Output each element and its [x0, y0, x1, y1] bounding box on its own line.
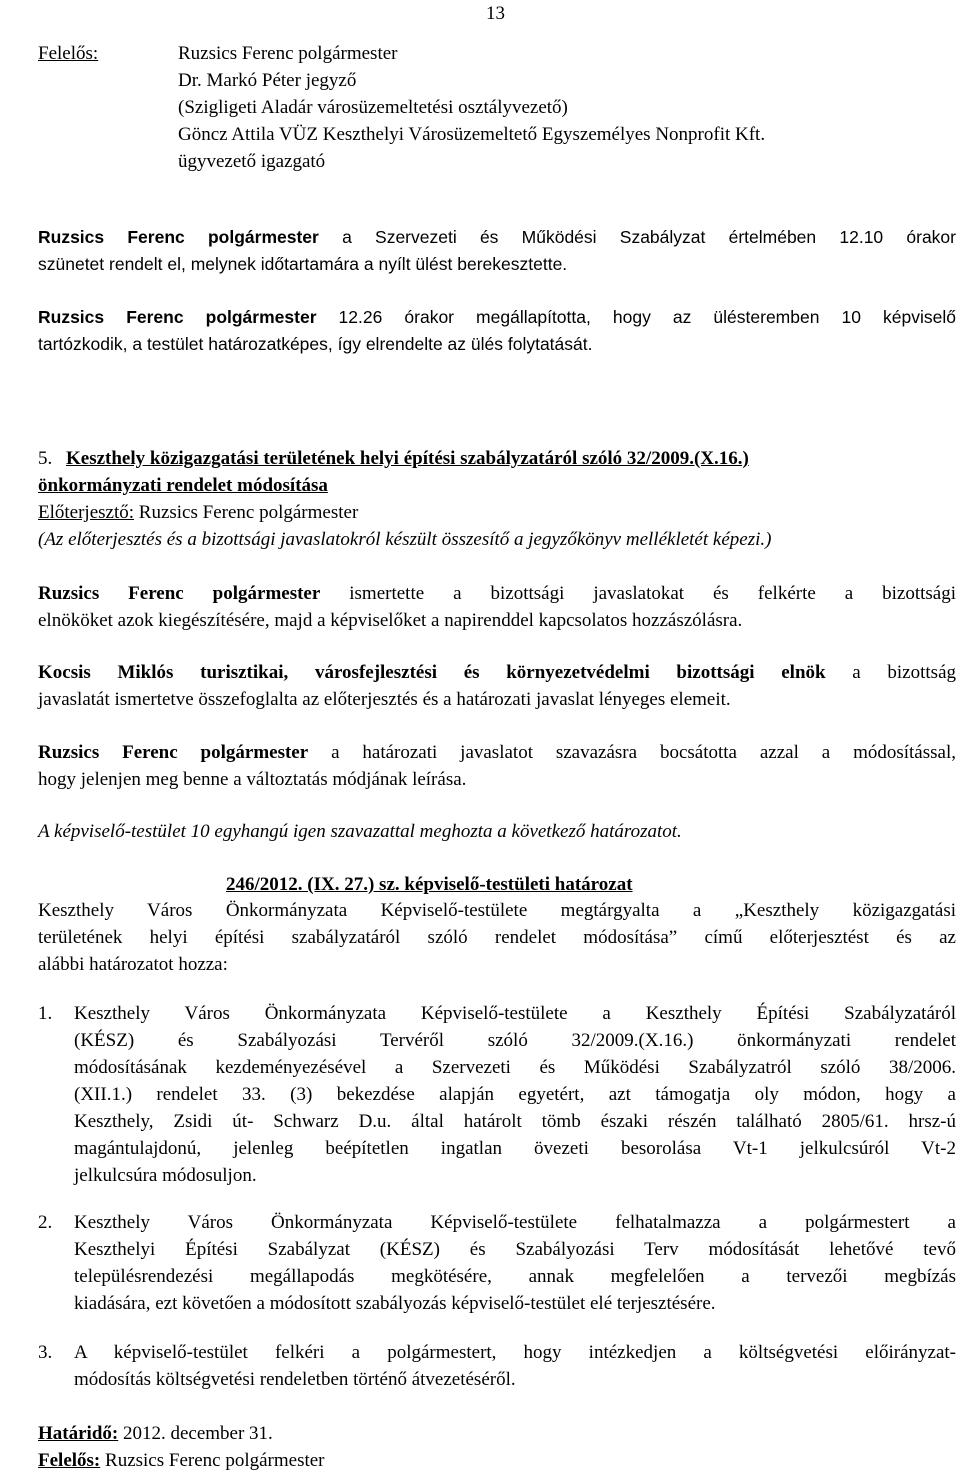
item-number: 2.: [38, 1212, 53, 1233]
deadline-label: Határidő:: [38, 1423, 119, 1444]
vote-result: A képviselő-testület 10 egyhangú igen szavazattal meghozta a következő határozatot.: [38, 821, 682, 842]
speaker-name: Ruzsics Ferenc polgármester: [38, 307, 317, 327]
paragraph-text: a határozati javaslatot szavazásra bocsátotta azzal a módosítással,: [308, 742, 956, 763]
responsible-footer-line: [38, 1447, 325, 1474]
responsible-line: ügyvezető igazgató: [178, 151, 326, 172]
paragraph-text: elnököket azok kiegészítésére, majd a képviselőket a napirenddel kapcsolatos hozzászólásra.: [38, 610, 743, 631]
section-title-cont: önkormányzati rendelet módosítása: [38, 475, 328, 496]
paragraph-text: alábbi határozatot hozza:: [38, 954, 228, 975]
paragraph-text: szünetet rendelt el, melynek időtartamára a nyílt ülést berekesztette.: [38, 254, 568, 274]
paragraph-text: területének helyi építési szabályzatáról szóló rendelet módosítása” című előterjesztést és az: [38, 927, 956, 948]
resolution-intro: [38, 897, 956, 978]
responsible-line: (Szigligeti Aladár városüzemeltetési osztályvezető): [178, 97, 568, 118]
vote-call-paragraph: [38, 739, 956, 793]
item-text: magántulajdonú, jelenleg beépítetlen ingatlan övezeti besorolása Vt-1 jelkulcsúról Vt-2: [74, 1138, 956, 1159]
item-text: (KÉSZ) és Szabályozási Tervéről szóló 32/2009.(X.16.) önkormányzati rendelet: [74, 1030, 956, 1051]
quorum-paragraph: [38, 304, 956, 358]
responsible-line: Göncz Attila VÜZ Keszthelyi Városüzemeltető Egyszemélyes Nonprofit Kft.: [178, 124, 766, 145]
speaker-name: Ruzsics Ferenc polgármester: [38, 742, 309, 763]
item-text: módosításának kezdeményezésével a Szervezeti és Működési Szabályzatról szóló 38/2006.: [74, 1057, 956, 1078]
paragraph-text: ismertette a bizottsági javaslatokat és felkérte a bizottsági: [320, 583, 956, 604]
attachment-note: (Az előterjesztés és a bizottsági javaslatokról készült összesítő a jegyzőkönyv mellékletét képezi.): [38, 529, 772, 550]
paragraph-text: a bizottság: [825, 662, 957, 683]
item-text: kiadására, ezt követően a módosított szabályozás képviselő-testület elé terjesztésére.: [74, 1293, 716, 1314]
page-number: 13: [486, 3, 505, 24]
responsible-line: Dr. Markó Péter jegyző: [178, 70, 357, 91]
item-text: (XII.1.) rendelet 33. (3) bekezdése alapján egyetért, azt támogatja oly módon, hogy a: [74, 1084, 956, 1105]
paragraph-text: a Szervezeti és Működési Szabályzat értelmében 12.10 órakor: [318, 227, 956, 247]
item-number: 1.: [38, 1003, 53, 1024]
item-text: Keszthelyi Építési Szabályzat (KÉSZ) és Szabályozási Terv módosítását lehetővé tevő: [74, 1239, 956, 1260]
speaker-name: Ruzsics Ferenc polgármester: [38, 227, 319, 247]
item-text: Keszthely Város Önkormányzata Képviselő-testülete felhatalmazza a polgármestert a: [74, 1212, 956, 1233]
item-text: Keszthely Város Önkormányzata Képviselő-testülete a Keszthely Építési Szabályzatáról: [74, 1003, 956, 1024]
responsible-list: [178, 40, 938, 175]
resolution-title: 246/2012. (IX. 27.) sz. képviselő-testületi határozat: [226, 874, 633, 895]
introduction-paragraph: [38, 580, 956, 634]
responsible-footer-value: Ruzsics Ferenc polgármester: [100, 1450, 325, 1471]
item-number: 3.: [38, 1342, 53, 1363]
presenter-label: Előterjesztő:: [38, 502, 135, 523]
responsible-label: Felelős:: [38, 43, 99, 64]
item-text: településrendezési megállapodás megkötésére, annak megfelelően a tervezői megbízás: [74, 1266, 956, 1287]
resolution-item: [38, 1339, 956, 1393]
item-text: módosítás költségvetési rendeletben történő átvezetéséről.: [74, 1369, 516, 1390]
deadline-line: [38, 1420, 273, 1447]
paragraph-text: hogy jelenjen meg benne a változtatás módjának leírása.: [38, 769, 467, 790]
speaker-name: Ruzsics Ferenc polgármester: [38, 583, 321, 604]
resolution-item: [38, 1209, 956, 1317]
committee-paragraph: [38, 659, 956, 713]
item-text: jelkulcsúra módosuljon.: [74, 1165, 257, 1186]
paragraph-text: 12.26 órakor megállapította, hogy az ülésteremben 10 képviselő: [316, 307, 956, 327]
presenter-line: [38, 499, 358, 526]
deadline-value: 2012. december 31.: [118, 1423, 273, 1444]
section-number: 5.: [38, 448, 53, 469]
recess-paragraph: [38, 224, 956, 278]
responsible-line: Ruzsics Ferenc polgármester: [178, 43, 398, 64]
paragraph-text: javaslatát ismertetve összefoglalta az előterjesztés és a határozati javaslat lényeges elemeit.: [38, 689, 731, 710]
resolution-item: [38, 1000, 956, 1189]
item-text: Keszthely, Zsidi út- Schwarz D.u. által határolt tömb északi részén található 2805/61. hrsz-ú: [74, 1111, 956, 1132]
item-text: A képviselő-testület felkéri a polgármestert, hogy intézkedjen a költségvetési előirányzat-: [74, 1342, 956, 1363]
presenter-name: Ruzsics Ferenc polgármester: [134, 502, 359, 523]
section-title: Keszthely közigazgatási területének helyi építési szabályzatáról szóló 32/2009.(X.16.): [66, 448, 749, 469]
paragraph-text: tartózkodik, a testület határozatképes, így elrendelte az ülés folytatását.: [38, 334, 593, 354]
speaker-name: Kocsis Miklós turisztikai, városfejlesztési és környezetvédelmi bizottsági elnök: [38, 662, 826, 683]
paragraph-text: Keszthely Város Önkormányzata Képviselő-testülete megtárgyalta a „Keszthely közigazgatási: [38, 900, 956, 921]
responsible-footer-label: Felelős:: [38, 1450, 101, 1471]
